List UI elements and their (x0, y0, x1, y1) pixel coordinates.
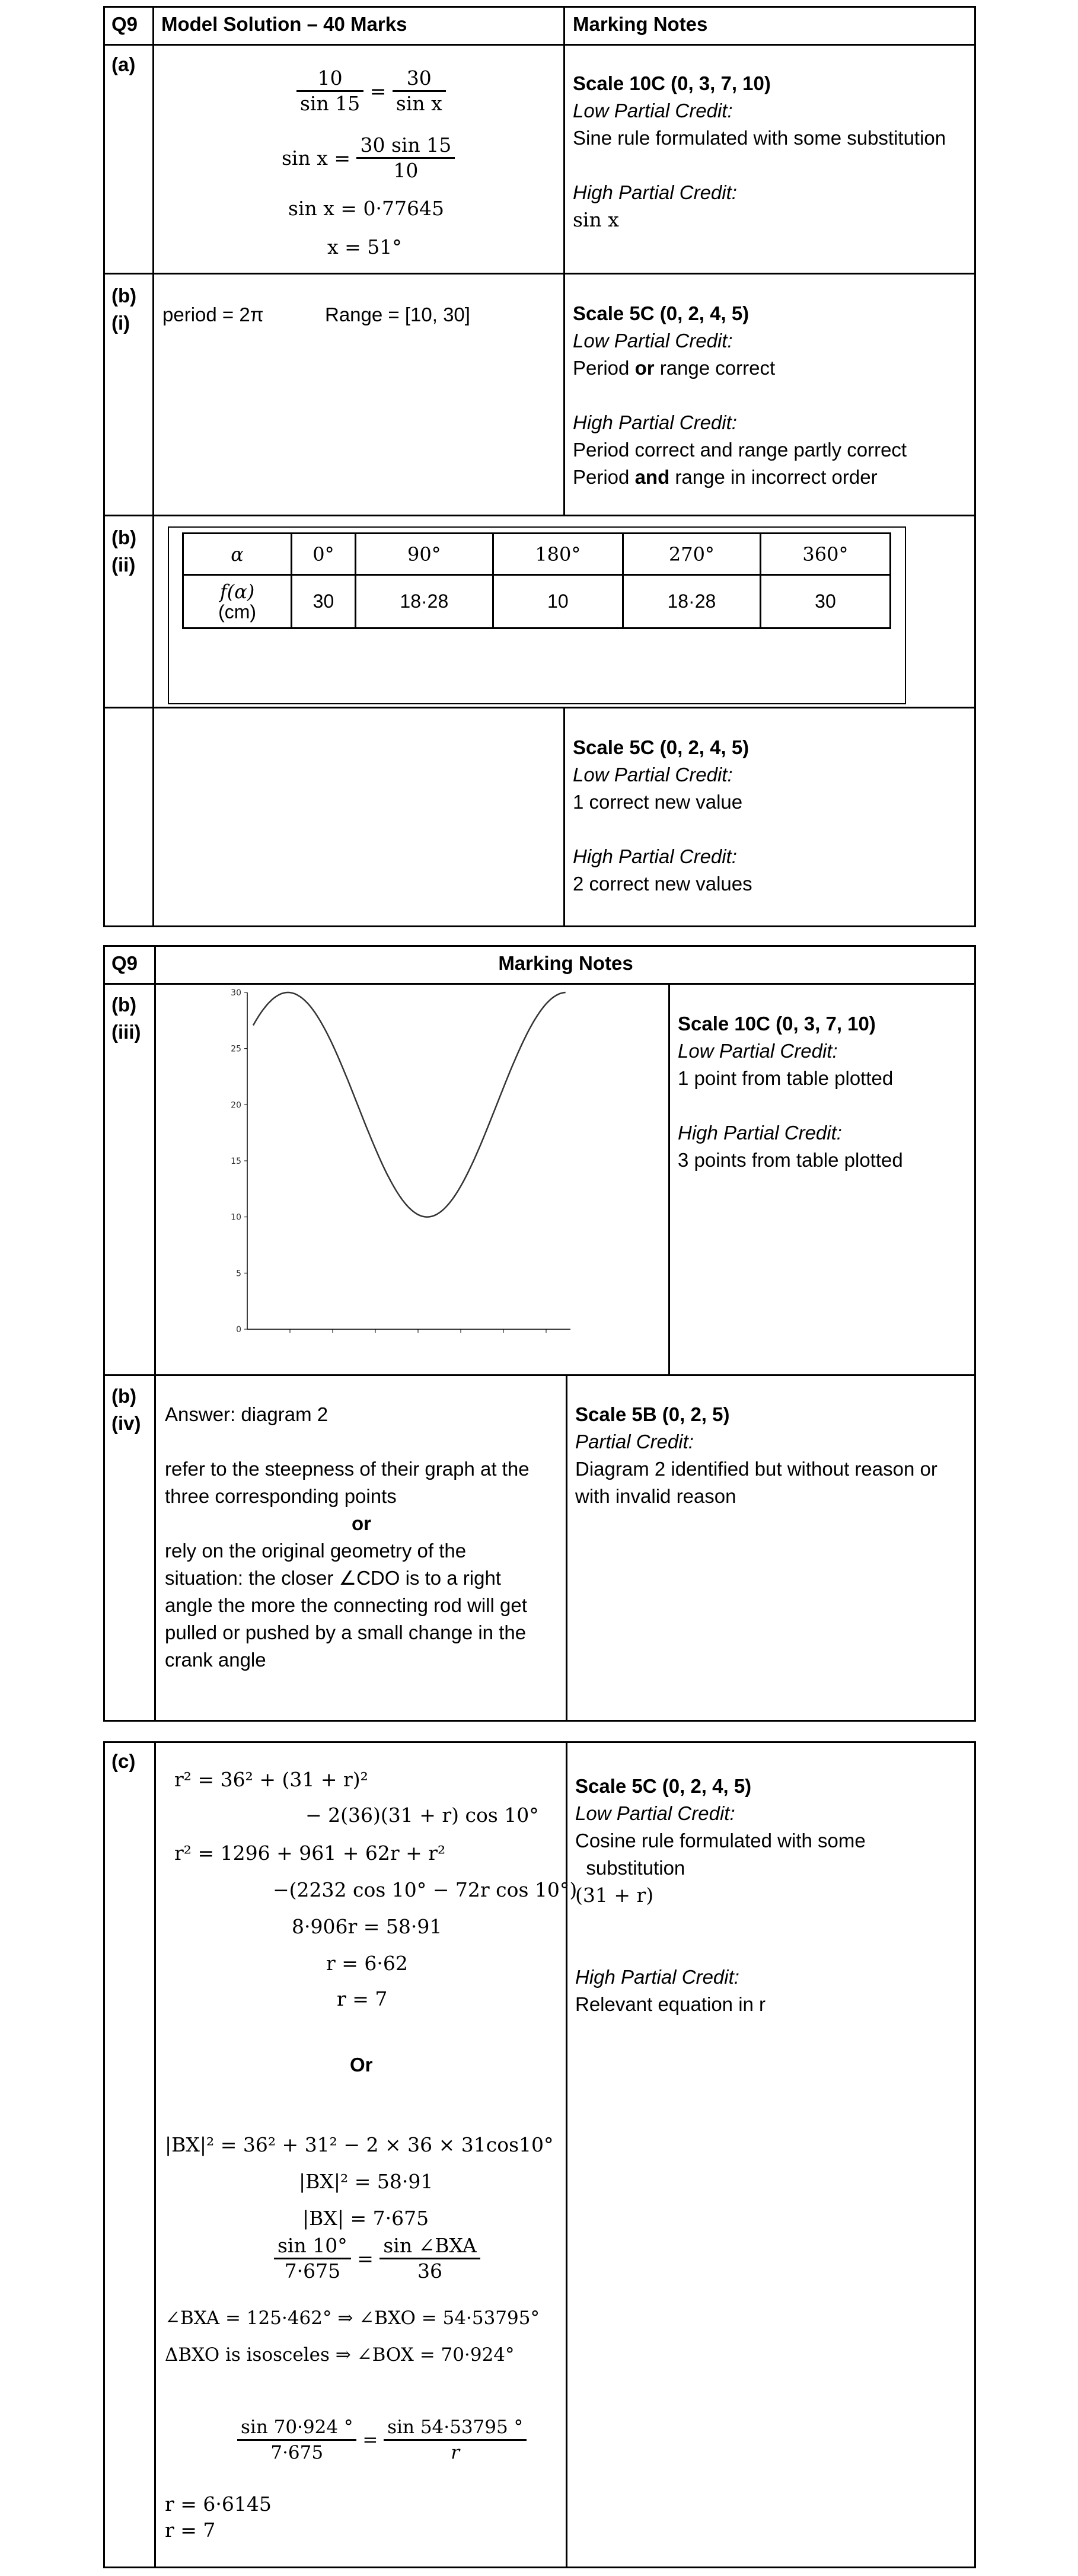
isosceles-line: ΔBXO is isosceles ⇒ ∠BOX = 70·924° (165, 2344, 515, 2366)
table-header-cell: 90° (355, 534, 493, 575)
y-tick-label: 15 (231, 1157, 241, 1166)
r-value-decimal: r = 6·62 (326, 1952, 408, 1975)
table-header-cell: 270° (623, 534, 760, 575)
expansion-line-2: −(2232 cos 10° − 72r cos 10°) (273, 1878, 578, 1901)
table-cell: 30 (760, 575, 890, 628)
y-tick-label: 10 (231, 1212, 241, 1222)
expansion-line-1: r² = 1296 + 961 + 62r + r² (174, 1841, 446, 1865)
sin-x-value: sin x = 0·77645 (288, 197, 444, 220)
cosine-rule-line-1: r² = 36² + (31 + r)² (174, 1768, 368, 1791)
linear-equation: 8·906r = 58·91 (292, 1915, 442, 1938)
part-bi-notes: Scale 5C (0, 2, 4, 5) Low Partial Credit: Period or range correct High Partial Credit: Period correct and range partly correct Period and range in incorrect order (573, 302, 907, 488)
y-tick-label: 5 (236, 1269, 241, 1279)
r-final-decimal: r = 6·6145 (165, 2492, 272, 2516)
q-label: Q9 (111, 13, 138, 35)
part-biv-label: (b) (iv) (111, 1385, 141, 1434)
q-label-2: Q9 (111, 952, 138, 974)
bx-value: |BX| = 7·675 (302, 2207, 429, 2230)
part-c-notes: Scale 5C (0, 2, 4, 5) Low Partial Credit: Cosine rule formulated with some substitution (31 + r) High Partial Credit: Relevant equation in r (575, 1775, 866, 2015)
period-text: period = 2π (162, 304, 264, 325)
values-table (182, 532, 891, 629)
notes-header: Marking Notes (573, 13, 708, 35)
part-biv-notes: Scale 5B (0, 2, 5) Partial Credit: Diagram 2 identified but without reason or with invalid reason (575, 1403, 937, 1507)
r-value-rounded: r = 7 (337, 1987, 388, 2010)
part-a-label: (a) (111, 53, 136, 75)
sine-ratio-equation: $\frac{\sin 10^\circ}{7\cdot 675}$ = $\frac{\text{sin ∠BXA}}{36}$ (274, 2234, 480, 2283)
bx-squared-value: |BX|² = 58·91 (299, 2170, 433, 2193)
part-biii-notes: Scale 10C (0, 3, 7, 10) Low Partial Credit: 1 point from table plotted High Partial Credit: 3 points from table plotted (678, 1013, 903, 1171)
table-cell: 10 (493, 575, 623, 628)
range-text: Range = [10, 30] (325, 304, 470, 325)
table-cell: 18·28 (623, 575, 760, 628)
angle-bxa-line: ∠BXA = 125·462° ⇒ ∠BXO = 54·53795° (165, 2307, 540, 2329)
sine-rule-equation: $\frac{10}{\sin 15}$ = $\frac{30}{\text{sin x}}$ (296, 66, 446, 116)
y-tick-label: 0 (236, 1325, 241, 1335)
y-tick-label: 20 (231, 1100, 241, 1110)
bx-squared-formula: |BX|² = 36² + 31² − 2 × 36 × 31cos10° (165, 2133, 554, 2156)
notes-header-2: Marking Notes (498, 952, 633, 974)
sine-ratio-equation-2: $\frac{\sin 70\cdot 924 ^\circ}{7\cdot 675}$ = $\frac{\sin 54\cdot 53795 ^\circ}{r}$ (237, 2415, 527, 2465)
x-value: x = 51° (327, 235, 402, 258)
table-header-cell: 0° (292, 534, 356, 575)
part-biii-label: (b) (iii) (111, 994, 141, 1043)
cosine-rule-line-2: − 2(36)(31 + r) cos 10° (305, 1803, 539, 1827)
part-biv-answer: Answer: diagram 2 refer to the steepness of their graph at the three corresponding points or rely on the original geometry of the situation: the closer ∠CDO is to a right angle the more the connecting rod will get pulled or pushed by a small change in the crank angle (165, 1403, 530, 1671)
part-bi-label: (b) (i) (111, 285, 137, 334)
or-divider: Or (350, 2054, 373, 2076)
part-c-label: (c) (111, 1750, 136, 1772)
table-cell: 30 (292, 575, 356, 628)
table-header-cell: 360° (760, 534, 890, 575)
y-tick-label: 30 (231, 988, 241, 998)
table-cell: 18·28 (355, 575, 493, 628)
y-tick-label: 25 (231, 1044, 241, 1054)
table-header-cell: 180° (493, 534, 623, 575)
sin-x-equation: sin x = $\frac{30 \sin 15}{10}$ (282, 133, 455, 183)
part-bii-notes: Scale 5C (0, 2, 4, 5) Low Partial Credit: 1 correct new value High Partial Credit: 2 correct new values (573, 736, 752, 895)
solution-header: Model Solution – 40 Marks (161, 13, 407, 35)
r-final-rounded: r = 7 (165, 2518, 216, 2542)
part-bii-label: (b) (ii) (111, 526, 137, 576)
part-a-notes: Scale 10C (0, 3, 7, 10) Low Partial Credit: Sine rule formulated with some substitution High Partial Credit: sin x (573, 72, 946, 231)
table-row-label: f(α) (cm) (183, 575, 292, 628)
table-header-cell: α (183, 534, 292, 575)
cosine-graph (155, 985, 665, 1371)
series-line (253, 992, 566, 1217)
